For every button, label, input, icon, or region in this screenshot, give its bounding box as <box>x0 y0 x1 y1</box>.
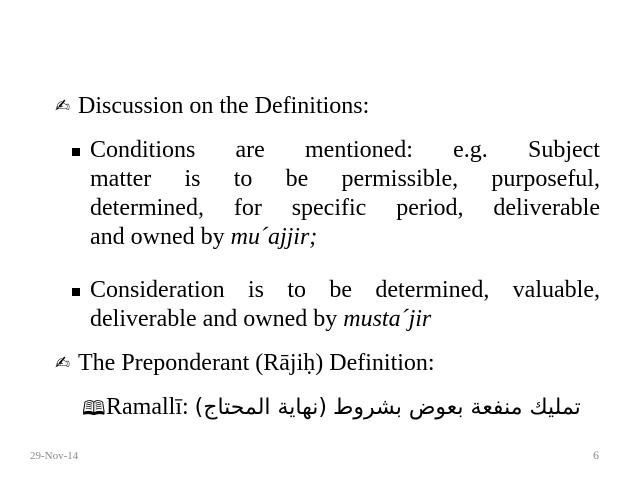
word: for <box>233 195 262 221</box>
word: are <box>235 137 265 163</box>
ramalli-label: Ramallī: <box>106 394 189 420</box>
word: determined, <box>375 277 490 303</box>
consideration-tail-text: deliverable and owned by <box>90 306 344 332</box>
arabic-source: (نهاية المحتاج) <box>194 395 327 420</box>
word: to <box>287 277 307 303</box>
ramalli-definition <box>106 393 581 422</box>
square-bullet-icon <box>72 288 80 296</box>
bullet-conditions-line-3 <box>90 194 600 222</box>
bullet-conditions-line-2 <box>90 165 600 193</box>
word: e.g. <box>453 137 488 163</box>
word: determined, <box>90 195 204 221</box>
footer-date: 29-Nov-14 <box>30 450 79 462</box>
word: Consideration <box>90 277 225 303</box>
word: is <box>184 166 201 192</box>
conditions-tail-text: and owned by <box>90 224 231 250</box>
word: permissible, <box>341 166 459 192</box>
word: specific <box>291 195 367 221</box>
word: purposeful, <box>491 166 600 192</box>
pencil-icon: ✍ <box>55 353 71 374</box>
word: valuable, <box>512 277 600 303</box>
word: be <box>285 166 309 192</box>
page-number: 6 <box>593 448 599 462</box>
word: Subject <box>527 137 600 163</box>
word: to <box>233 166 253 192</box>
pencil-icon: ✍ <box>55 96 71 117</box>
term-mu-ajjir: mu´ajjir; <box>230 224 318 250</box>
term-musta-jir: musta´jir <box>343 306 432 332</box>
bullet-consideration-line-2 <box>90 305 431 333</box>
word: Conditions <box>90 137 196 163</box>
bullet-consideration-line-1 <box>90 276 600 304</box>
bullet-conditions-line-1 <box>90 136 600 164</box>
word: period, <box>396 195 464 221</box>
word: is <box>248 277 265 303</box>
word: matter <box>90 166 152 192</box>
heading-preponderant: The Preponderant (Rājiḥ) Definition: <box>78 350 435 376</box>
word: deliverable <box>493 195 600 221</box>
open-book-icon: 🕮 <box>82 396 106 420</box>
word: be <box>329 277 353 303</box>
arabic-definition: تمليك منفعة بعوض بشروط <box>332 395 581 420</box>
square-bullet-icon <box>72 148 80 156</box>
bullet-conditions-line-4 <box>90 223 317 251</box>
word: mentioned: <box>305 137 413 163</box>
heading-discussion: Discussion on the Definitions: <box>78 93 370 119</box>
